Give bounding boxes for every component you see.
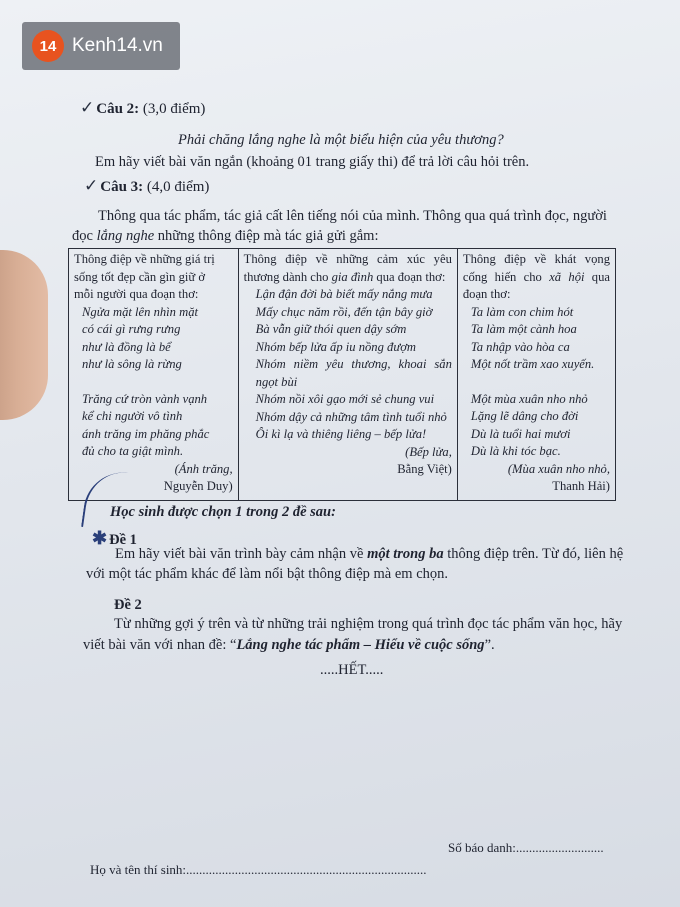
end-marker: .....HẾT..... [320,662,384,678]
checkmark-icon: ✓ [80,98,95,117]
question-2-heading [80,98,205,118]
topic-1-line2: với một tác phẩm khác để làm nổi bật thông điệp mà em chọn. [86,566,449,582]
choice-note: Học sinh được chọn 1 trong 2 đề sau: [110,504,336,520]
poem-stanza: Ngửa mặt lên nhìn mặt có cái gì rưng rưng như là đồng là bể như là sông là rừng [82,304,199,371]
question-3-intro-line2: đọc lắng nghe những thông điệp mà tác giả gửi gắm: [72,228,379,244]
poem-source: (Mùa xuân nho nhỏ, Thanh Hải) [507,461,610,493]
candidate-id-line: Số báo danh:........................... [448,840,604,855]
poem-stanza: Một mùa xuân nho nhỏ Lặng lẽ dâng cho đời Dù là tuổi hai mươi Dù là khi tóc bạc. [470,391,588,458]
topic-2-line2: viết bài văn với nhan đề: “Lắng nghe tác phẩm – Hiểu về cuộc sống”. [83,637,495,653]
candidate-id-label: Số báo danh: [448,840,516,855]
checkmark-icon: ✓ [84,176,99,195]
candidate-name-label: Họ và tên thí sinh: [90,862,187,877]
question-3-heading [84,176,209,196]
poem-stanza: Ta làm con chim hót Ta làm một cành hoa Ta nhập vào hòa ca Một nốt trầm xao xuyến. [470,304,595,371]
poem-stanza: Trăng cứ tròn vành vạnh kể chi người vô tình ánh trăng im phăng phắc đủ cho ta giật mình. [82,391,210,458]
watermark-logo [22,22,180,70]
candidate-name-line: Họ và tên thí sinh:.......................................................................... [90,862,427,877]
message-column-family: Thông điệp về những cảm xúc yêu thương dành cho gia đình qua đoạn thơ: Lận đận đời bà biết mấy nắng mưa Mấy chục năm rồi, đến tận bây giờ Bà vẫn giữ thói quen dậy sớm Nhóm bếp lửa ấp iu nồng đượm Nhóm niềm yêu thương, khoai sắn ngọt bùi Nhóm nồi xôi gạo mới sẻ chung vui Nhóm dậy cả những tâm tình tuổi nhỏ Ôi kì lạ và thiêng liêng – bếp lửa! (Bếp lửa, Bằng Việt) [238,249,457,501]
message-column-society: Thông điệp về khát vọng cống hiến cho xã hội qua đoạn thơ: Ta làm con chim hót Ta làm một cành hoa Ta nhập vào hòa ca Một nốt trầm xao xuyến. Một mùa xuân nho nhỏ Lặng lẽ dâng cho đời Dù là tuổi hai mươi Dù là khi tóc bạc. (Mùa xuân nho nhỏ, Thanh Hải) [457,249,615,501]
poem-source: (Bếp lửa, Bằng Việt) [397,444,452,476]
logo-text: Kenh14.vn [72,35,163,56]
asterisk-mark-icon: ✱ [92,528,108,548]
logo-badge: 14 [32,30,64,62]
topic-1-line1: Em hãy viết bài văn trình bày cảm nhận về một trong ba thông điệp trên. Từ đó, liên hệ [115,546,624,562]
question-3-points: (4,0 điểm) [146,179,210,195]
messages-table [68,248,616,501]
question-2-label: Câu 2: [96,101,140,117]
question-3-intro-line1: Thông qua tác phẩm, tác giả cất lên tiếng nói của mình. Thông qua quá trình đọc, người [98,208,607,224]
message-column-values: Thông điệp về những giá trị sống tốt đẹp cần gìn giữ ở mỗi người qua đoạn thơ: Ngửa mặt lên nhìn mặt có cái gì rưng rưng như là đồng là bể như là sông là rừng Trăng cứ tròn vành vạnh kể chi người vô tình ánh trăng im phăng phắc đủ cho ta giật mình. (Ánh trăng, Nguyễn Duy) [69,249,239,501]
thumb-photo-edge [0,250,48,420]
poem-source: (Ánh trăng, Nguyễn Duy) [163,461,233,493]
question-2-instruction: Em hãy viết bài văn ngắn (khoảng 01 trang giấy thi) để trả lời câu hỏi trên. [95,154,530,170]
question-2-points: (3,0 điểm) [142,101,206,117]
question-2-prompt: Phải chăng lắng nghe là một biểu hiện của yêu thương? [178,132,504,148]
poem-stanza: Lận đận đời bà biết mấy nắng mưa Mấy chục năm rồi, đến tận bây giờ Bà vẫn giữ thói quen dậy sớm Nhóm bếp lửa ấp iu nồng đượm Nhóm niềm yêu thương, khoai sắn ngọt bùi Nhóm nồi xôi gạo mới sẻ chung vui Nhóm dậy cả những tâm tình tuổi nhỏ Ôi kì lạ và thiêng liêng – bếp lửa! [255,287,452,441]
topic-2-line1: Từ những gợi ý trên và từ những trải nghiệm trong quá trình đọc tác phẩm văn học, hãy [114,616,623,632]
topic-1-heading: ✱ Đề 1 [92,528,137,548]
question-3-label: Câu 3: [100,179,144,195]
topic-2-heading: Đề 2 [114,597,142,613]
